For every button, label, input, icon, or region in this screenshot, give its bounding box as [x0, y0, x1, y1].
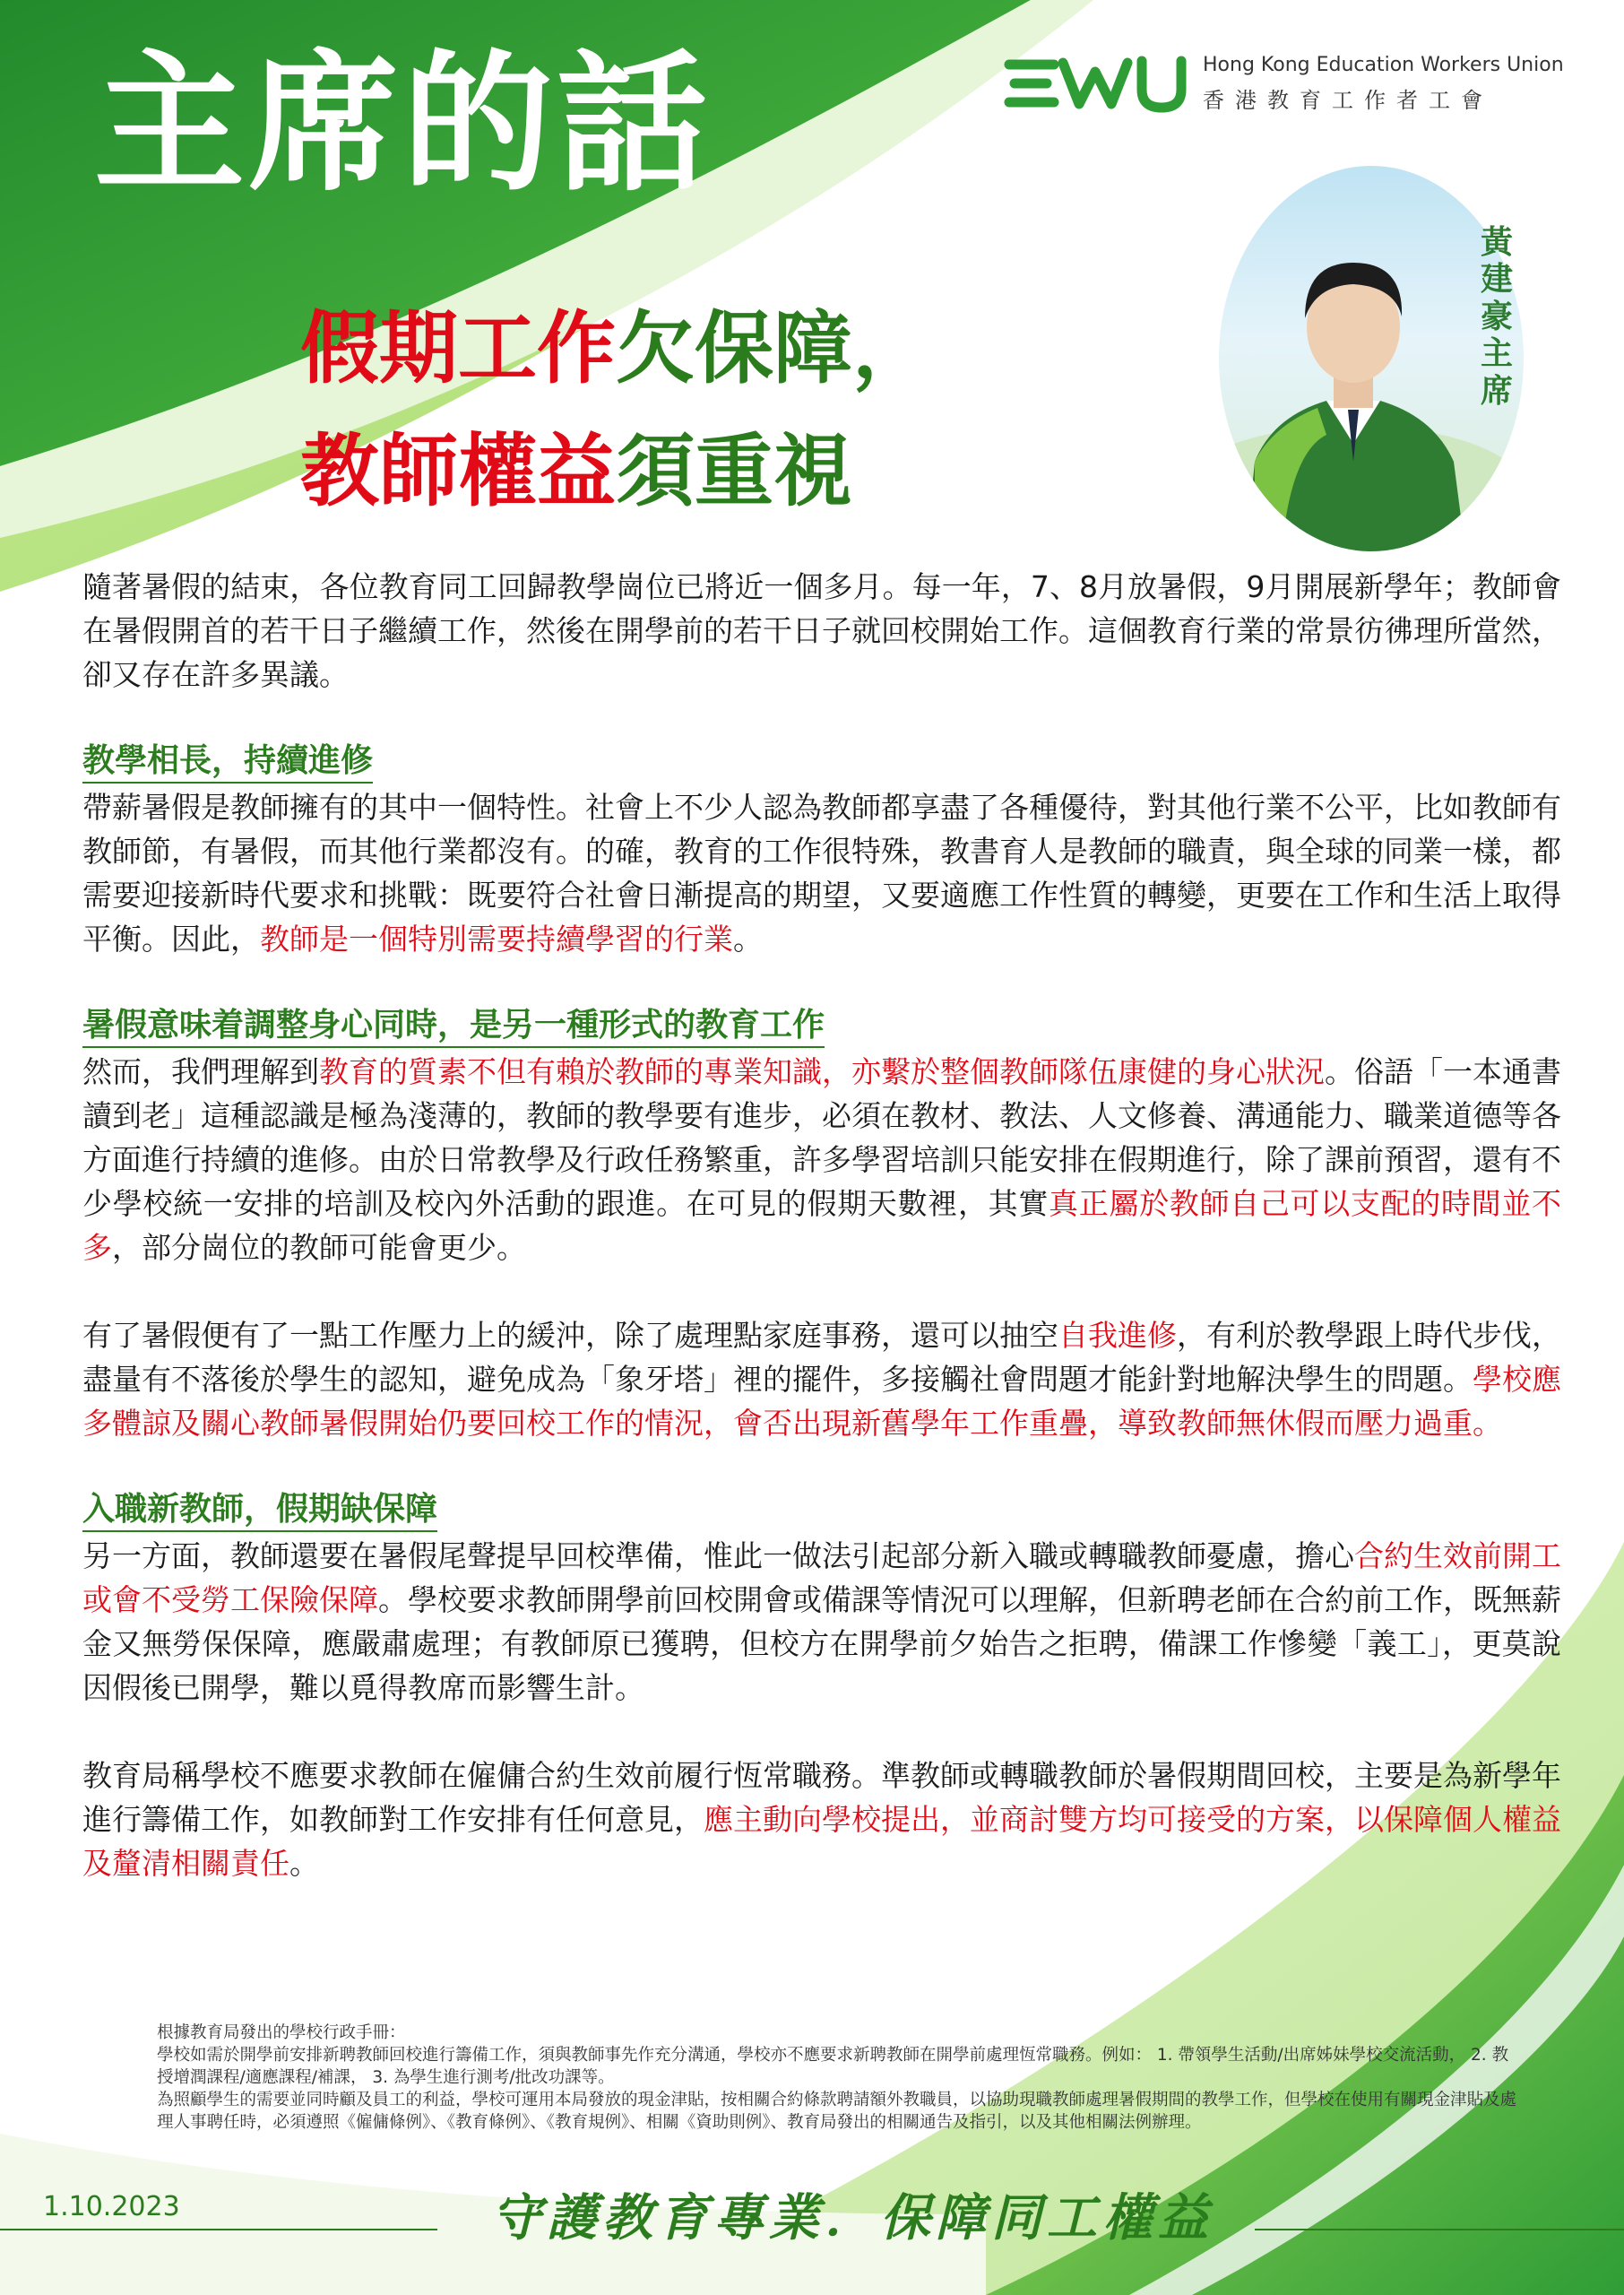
- section-1-paragraph: [82, 785, 1561, 961]
- body-text: ，有利於教學跟上時代步伐，盡量有不落後於學生的認知，避免成為「象牙塔」裡的擺件，多接觸社會問題才能針對地解決學生的問題。: [82, 1318, 1561, 1397]
- headline-2-red: 教師權益: [300, 425, 617, 517]
- body-text: ，部分崗位的教師可能會更少。: [112, 1230, 526, 1265]
- body-text: 教育局稱學校不應要求教師在僱傭合約生效前履行恆常職務。準教師或轉職教師於暑假期間回校，主要是為新學年進行籌備工作，如教師對工作安排有任何意見，: [82, 1758, 1561, 1837]
- footer-slogan: 守護教育專業．保障同工權益: [491, 2188, 1214, 2247]
- union-name-chinese: 香港教育工作者工會: [1203, 88, 1493, 113]
- section-3-paragraph-1: [82, 1534, 1561, 1710]
- footer-divider-left: [0, 2229, 437, 2230]
- body-text: 然而，我們理解到: [82, 1054, 319, 1089]
- chairman-name: 黃建豪主席: [1480, 223, 1513, 410]
- body-text: 有了暑假便有了一點工作壓力上的緩沖，除了處理點家庭事務，還可以抽空: [82, 1318, 1058, 1353]
- section-3-paragraph-2: [82, 1754, 1561, 1885]
- body-text: 。學校要求教師開學前回校開會或備課等情況可以理解，但新聘老師在合約前工作，既無薪金又無勞保保障，應嚴肅處理；有教師原已獲聘，但校方在開學前夕始告之拒聘，備課工作慘變「義工」，更莫說因假後已開學，難以覓得教席而影響生計。: [82, 1582, 1561, 1705]
- highlighted-text: 應主動向學校提出，並商討雙方均可接受的方案，以保障個人權益及釐清相關責任: [82, 1802, 1561, 1881]
- highlighted-text: 教師是一個特別需要持續學習的行業: [260, 922, 733, 957]
- body-text: 。: [733, 922, 763, 957]
- body-text: 帶薪暑假是教師擁有的其中一個特性。社會上不少人認為教師都享盡了各種優待，對其他行業不公平，比如教師有教師節，有暑假，而其他行業都沒有。的確，教育的工作很特殊，教書育人是教師的職責，與全球的同業一樣，都需要迎接新時代要求和挑戰：既要符合社會日漸提高的期望，又要適應工作性質的轉變，更要在工作和生活上取得平衡。因此，: [82, 790, 1561, 957]
- body-text: 。: [289, 1846, 319, 1881]
- notes-line-2: 為照顧學生的需要並同時顧及員工的利益，學校可運用本局發放的現金津貼，按相關合約條款聘請額外教職員，以協助現職教師處理暑假期間的教學工作，但學校在使用有關現金津貼及處理人事聘任時，必須遵照《僱傭條例》、《教育條例》、《教育規例》、相關《資助則例》、教育局發出的相關通告及指引，以及其他相關法例辦理。: [157, 2091, 1517, 2132]
- publish-date: 1.10.2023: [43, 2191, 180, 2222]
- union-logo-icon: [1002, 52, 1190, 115]
- highlighted-text: 教育的質素不但有賴於教師的專業知識，亦繫於整個教師隊伍康健的身心狀況: [319, 1054, 1325, 1089]
- union-name-english: Hong Kong Education Workers Union: [1203, 54, 1564, 76]
- section-2-heading: 暑假意味着調整身心同時，是另一種形式的教育工作: [82, 1005, 825, 1048]
- section-2-paragraph-2: [82, 1313, 1561, 1445]
- page-title: 主席的話: [94, 34, 711, 212]
- headline-line-1: [300, 303, 931, 394]
- edb-notes: [157, 2022, 1519, 2134]
- headline-2-green: 須重視: [616, 425, 853, 517]
- section-2-paragraph-1: [82, 1050, 1561, 1269]
- section-1-heading: 教學相長，持續進修: [82, 740, 373, 784]
- intro-paragraph: 隨著暑假的結束，各位教育同工回歸教學崗位已將近一個多月。每一年，7、8月放暑假，9月開展新學年；教師會在暑假開首的若干日子繼續工作，然後在開學前的若干日子就回校開始工作。這個教育行業的常景彷彿理所當然，卻又存在許多異議。: [82, 569, 1561, 692]
- headline-1-green: 欠保障，: [616, 302, 932, 394]
- highlighted-text: 合約生效前開工或會不受勞工保險保障: [82, 1538, 1561, 1617]
- body-text: 另一方面，教師還要在暑假尾聲提早回校準備，惟此一做法引起部分新入職或轉職教師憂慮，擔心: [82, 1538, 1354, 1573]
- headline-1-red: 假期工作: [300, 302, 617, 394]
- body-text: 。俗語「一本通書讀到老」這種認識是極為淺薄的，教師的教學要有進步，必須在教材、教法、人文修養、溝通能力、職業道德等各方面進行持續的進修。由於日常教學及行政任務繁重，許多學習培訓只能安排在假期進行，除了課前預習，還有不少學校統一安排的培訓及校內外活動的跟進。在可見的假期天數裡，其實: [82, 1054, 1561, 1221]
- highlighted-text: 真正屬於教師自己可以支配的時間並不多: [82, 1186, 1561, 1265]
- notes-title: 根據教育局發出的學校行政手冊：: [157, 2023, 406, 2042]
- highlighted-text: 自我進修: [1058, 1318, 1177, 1353]
- notes-line-1: 學校如需於開學前安排新聘教師回校進行籌備工作，須與教師事先作充分溝通，學校亦不應要求新聘教師在開學前處理恆常職務。例如： 1. 帶領學生活動/出席姊妹學校交流活動， 2. 教授增潤課程/適應課程/補課， 3. 為學生進行測考/批改功課等。: [157, 2046, 1509, 2087]
- headline-line-2: [300, 426, 852, 516]
- footer-divider-right: [1255, 2229, 1624, 2230]
- highlighted-text: 學校應多體諒及關心教師暑假開始仍要回校工作的情況，會否出現新舊學年工作重疊，導致教師無休假而壓力過重。: [82, 1362, 1561, 1441]
- article-body: [82, 565, 1561, 1885]
- section-3-heading: 入職新教師，假期缺保障: [82, 1489, 437, 1532]
